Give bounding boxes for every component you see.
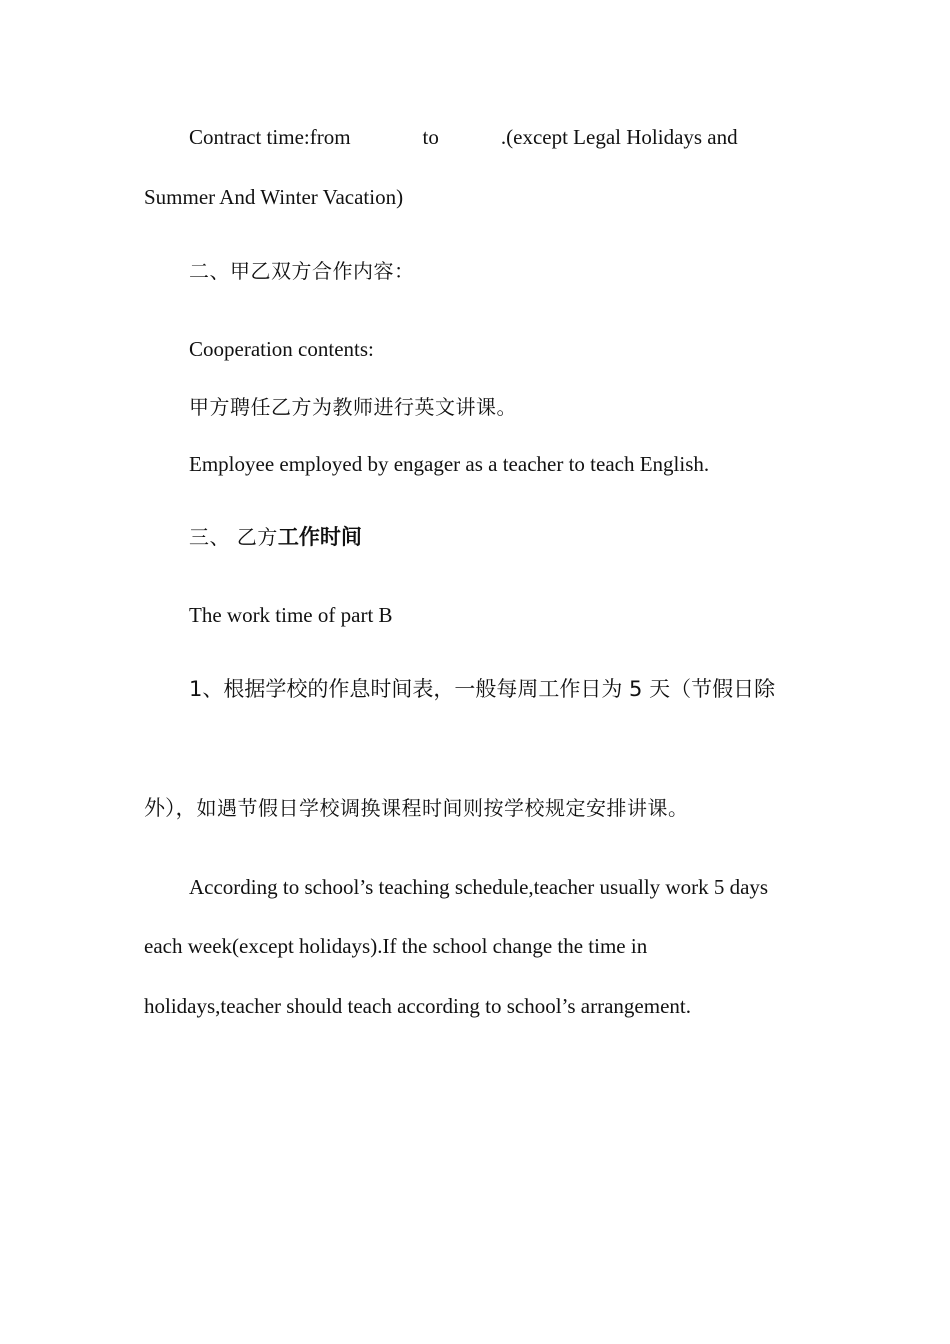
section2-heading-en: Cooperation contents: (189, 337, 374, 361)
section3-item1-cn-line2 (144, 794, 689, 822)
section3-item1-en-line1: According to school’s teaching schedule,teacher usually work 5 days (189, 875, 769, 899)
section3-item1-en-line3: holidays,teacher should teach according to school’s arrangement. (144, 994, 691, 1018)
section3-item1-cn-line1: 1、根据学校的作息时间表，一般每周工作日为 5 天（节假日除 (189, 677, 776, 701)
contract-time-line (189, 123, 738, 151)
section2-heading-cn: 二、甲乙双方合作内容： (189, 259, 415, 283)
section3-heading-cn-suffix: 工作时间 (277, 525, 362, 549)
section3-item1-cn-line2-a: 外）， (144, 796, 197, 820)
contract-time-continuation: Summer And Winter Vacation) (144, 185, 404, 209)
section2-body-cn: 甲方聘任乙方为教师进行英文讲课。 (189, 395, 517, 419)
contract-time-prefix: Contract time:from (189, 125, 351, 149)
contract-time-to: to (422, 125, 439, 149)
section3-heading-cn (189, 523, 362, 551)
section3-heading-en: The work time of part B (189, 603, 393, 627)
section3-item1-cn-line2-b: 如遇节假日学校调换课程时间则按学校规定安排讲课。 (196, 796, 689, 820)
section3-heading-cn-prefix: 三、 乙方 (189, 525, 278, 549)
section2-body-en: Employee employed by engager as a teacher to teach English. (189, 452, 710, 476)
contract-time-suffix: .(except Legal Holidays and (500, 125, 738, 149)
section3-item1-en-line2: each week(except holidays).If the school change the time in (144, 934, 648, 958)
